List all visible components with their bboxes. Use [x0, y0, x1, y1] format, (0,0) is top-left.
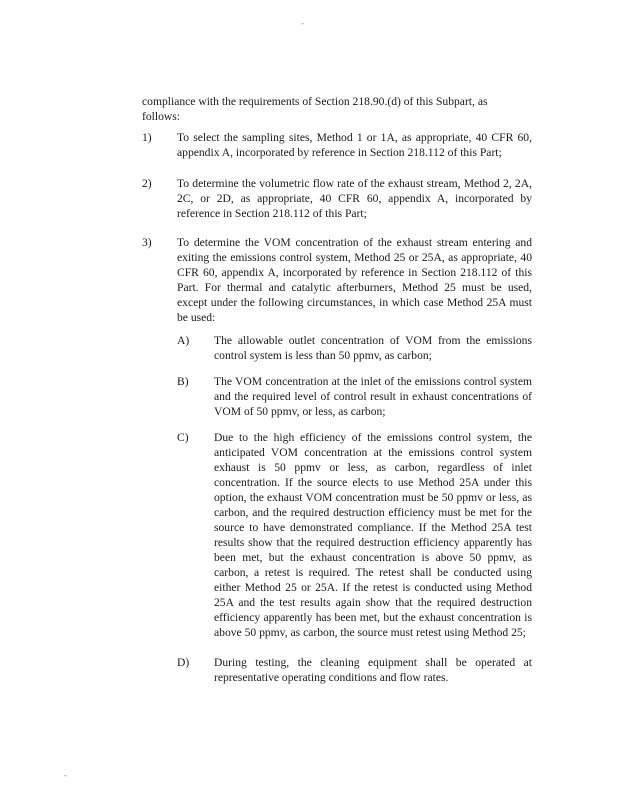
sublist-item-letter: A)	[177, 334, 190, 347]
sublist-item-letter: D)	[177, 656, 190, 669]
sublist-item-letter: C)	[177, 431, 189, 444]
sublist-item-text: The VOM concentration at the inlet of the emissions control system and the required level of control result in exhaust concentrations of VOM of 50 ppmv, or less, as carbon;	[214, 375, 532, 418]
page-bottom-mark: -	[64, 770, 67, 780]
list-item-text: To select the sampling sites, Method 1 or 1A, as appropriate, 40 CFR 60, appendix A, incorporated by reference in Section 218.112 of this Part;	[177, 131, 532, 159]
page-top-mark: -	[301, 18, 304, 28]
sublist-item-letter: B)	[177, 375, 189, 388]
sublist-item-text: The allowable outlet concentration of VOM from the emissions control system is less than 50 ppmv, as carbon;	[214, 334, 532, 362]
list-item-number: 3)	[142, 236, 152, 249]
list-item-number: 2)	[142, 177, 152, 190]
list-item-number: 1)	[142, 131, 152, 144]
list-item-text: To determine the volumetric flow rate of the exhaust stream, Method 2, 2A, 2C, or 2D, as appropriate, 40 CFR 60, appendix A, incorporated by reference in Section 218.112 of this Part;	[177, 177, 532, 220]
sublist-item-text: Due to the high efficiency of the emissions control system, the anticipated VOM concentration at the emissions control system exhaust is 50 ppmv or less, as carbon, regardless of inlet concentration. If the source elects to use Method 25A under this option, the exhaust VOM concentration must be 50 ppmv or less, as carbon, and the required destruction efficiency must be met for the source to have demonstrated compliance. If the Method 25A test results show that the required destruction efficiency apparently has been met, but the exhaust concentration is above 50 ppmv, as carbon, a retest is required. The retest shall be conducted using either Method 25 or 25A. If the retest is conducted using Method 25A and the test results again show that the required destruction efficiency apparently has been met, but the exhaust concentration is above 50 ppmv, as carbon, the source must retest using Method 25;	[214, 431, 532, 639]
intro-paragraph: compliance with the requirements of Section 218.90.(d) of this Subpart, as follows:	[142, 95, 488, 123]
list-item-text: To determine the VOM concentration of the exhaust stream entering and exiting the emissions control system, Method 25 or 25A, as appropriate, 40 CFR 60, appendix A, incorporated by reference in Section 218.112 of this Part. For thermal and catalytic afterburners, Method 25 must be used, except under the following circumstances, in which case Method 25A must be used:	[177, 236, 532, 324]
sublist-item-text: During testing, the cleaning equipment shall be operated at representative operating conditions and flow rates.	[214, 656, 532, 684]
